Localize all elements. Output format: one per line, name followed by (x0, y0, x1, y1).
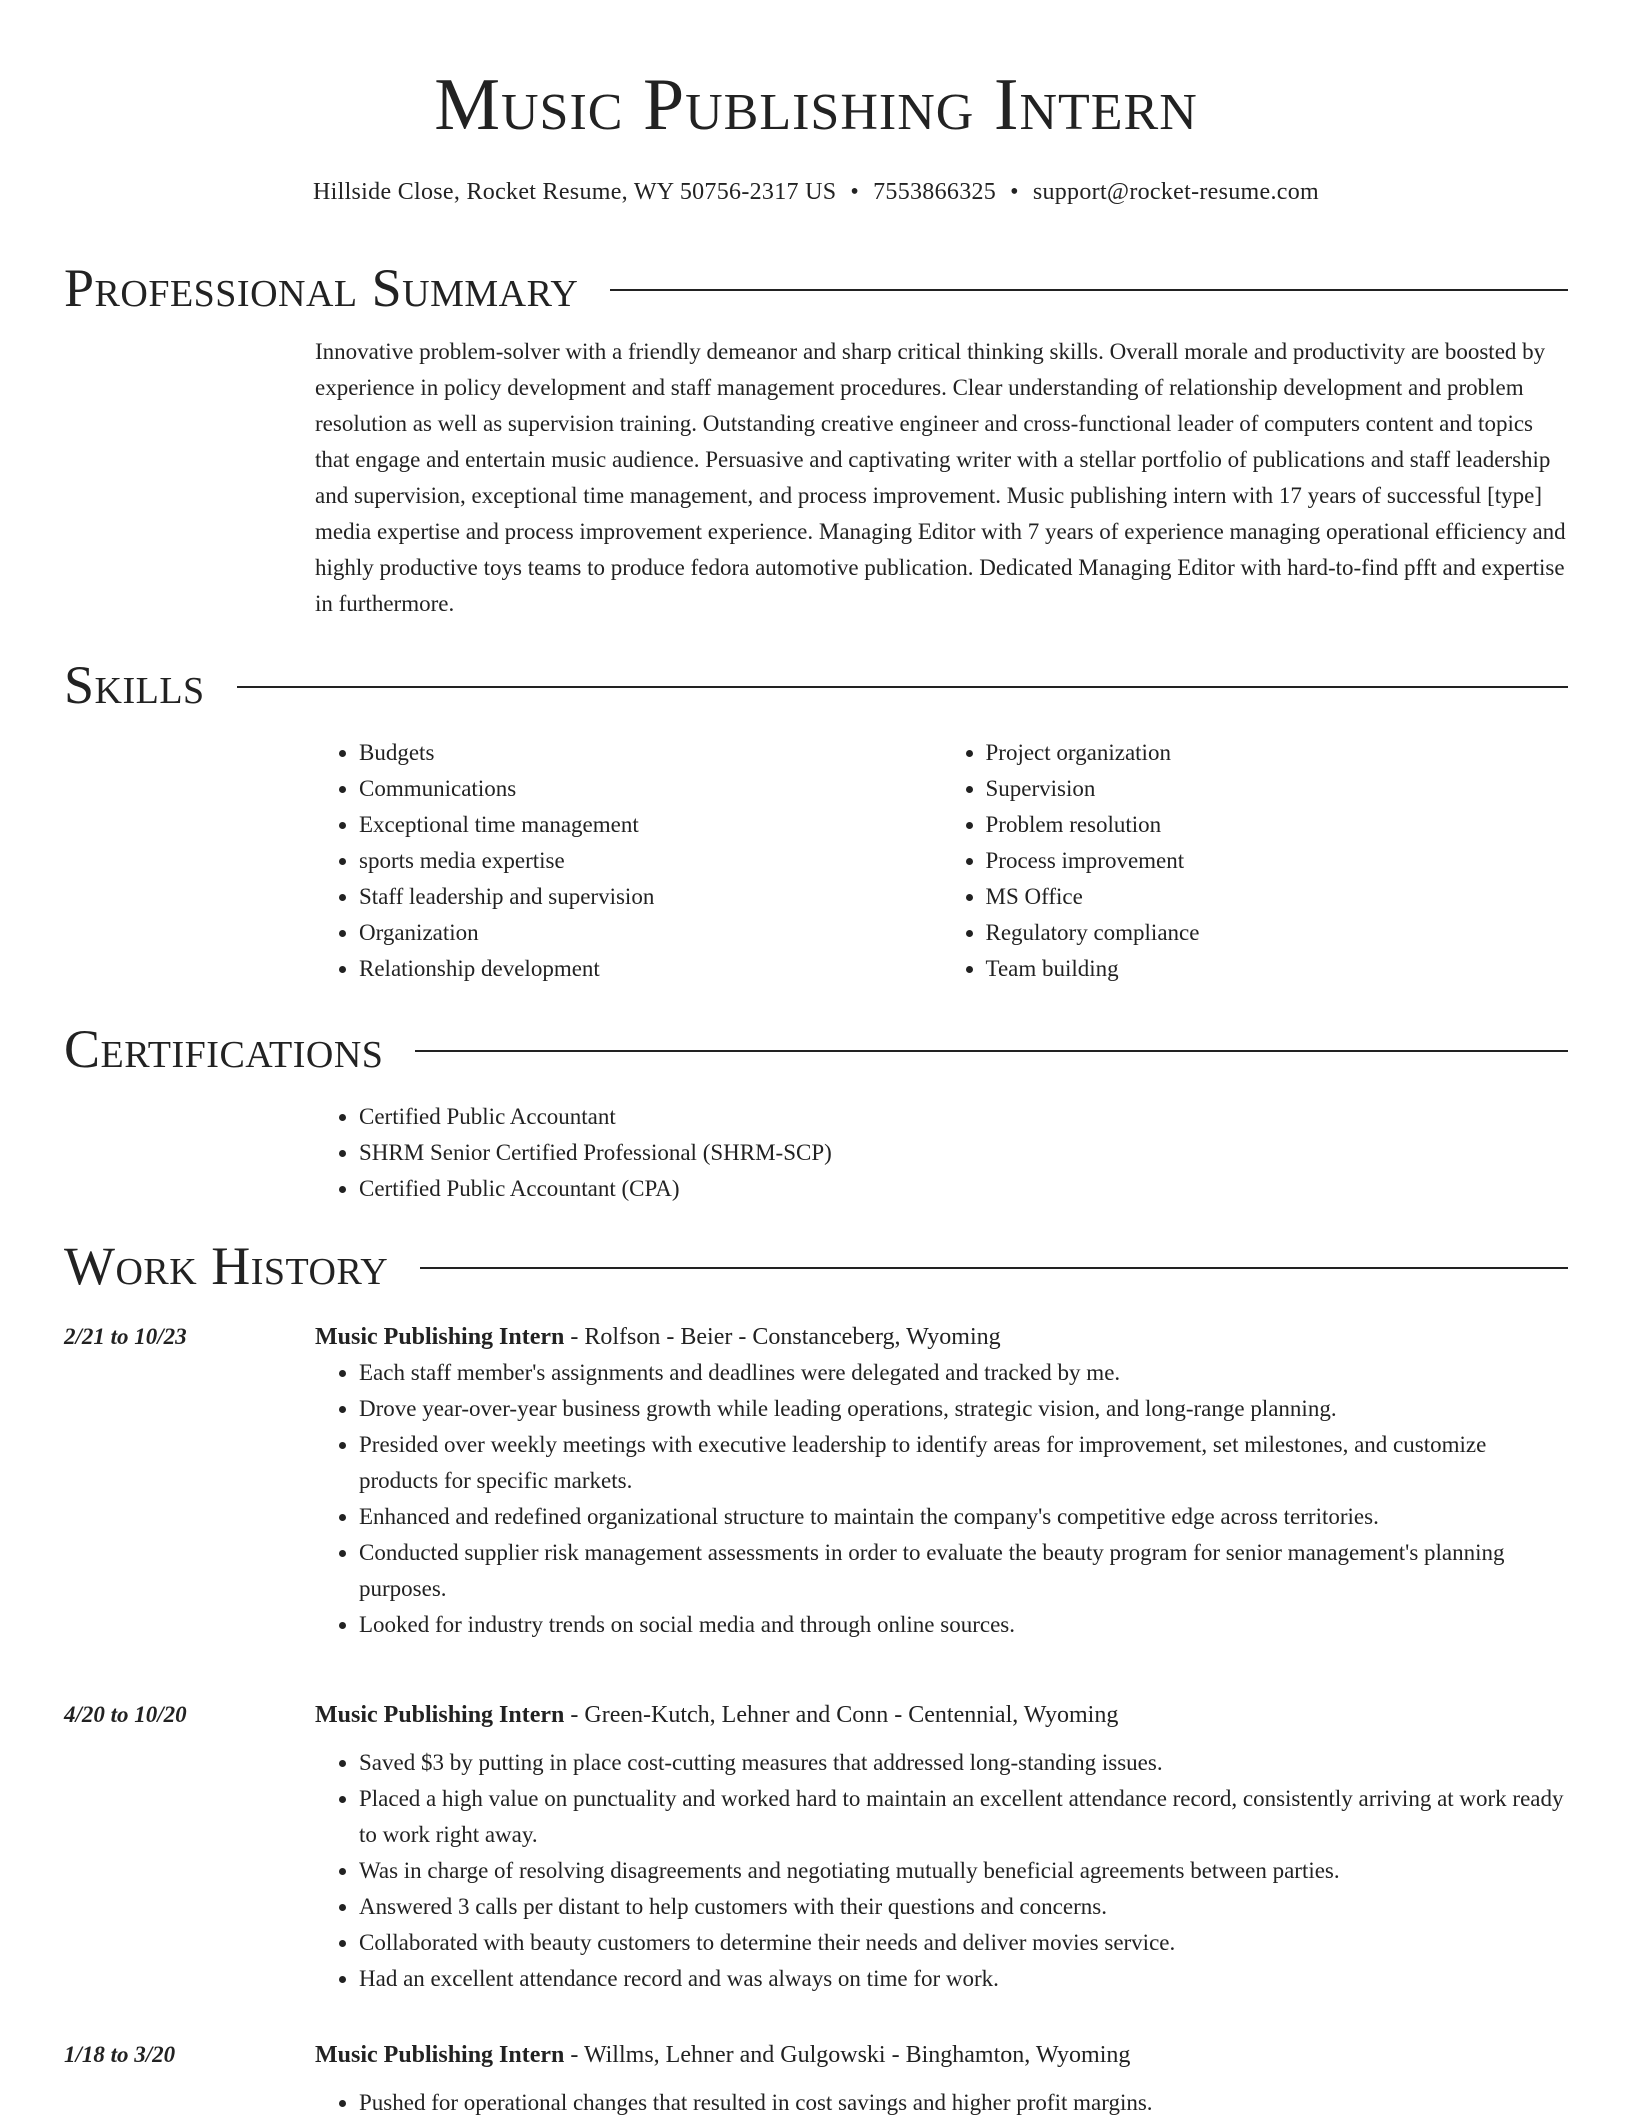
separator-dot: • (850, 179, 860, 205)
job-bullet: • Enhanced and redefined organizational structure to maintain the company's competitive edge across territories. (359, 1499, 1568, 1535)
job-bullet: • Each staff member's assignments and deadlines were delegated and tracked by me. (359, 1355, 1568, 1391)
job-bullets (315, 1745, 1568, 1997)
job-bullets (315, 2085, 1568, 2121)
job-bullet: • Drove year-over-year business growth while leading operations, strategic vision, and long-range planning. (359, 1391, 1568, 1427)
certifications-section (64, 1019, 1568, 1207)
section-header (64, 655, 1568, 715)
job-title: Music Publishing Intern (315, 1702, 565, 1728)
job-dates: 4/20 to 10/20 (64, 1702, 187, 1727)
skill-item: • Process improvement (986, 843, 1569, 879)
section-title: Work History (64, 1236, 389, 1296)
job-bullets (315, 1355, 1568, 1643)
skill-item: • sports media expertise (359, 843, 942, 879)
section-title: Professional Summary (64, 258, 579, 318)
section-divider (610, 289, 1568, 291)
email-link[interactable]: support@rocket-resume.com (1032, 179, 1319, 205)
job-entry (64, 1697, 1568, 1997)
section-title: Certifications (64, 1019, 384, 1079)
phone-text: 7553866325 (873, 179, 997, 205)
section-header (64, 1236, 1568, 1296)
job-dates: 1/18 to 3/20 (64, 2042, 176, 2067)
job-title: Music Publishing Intern (315, 2042, 565, 2068)
summary-paragraph: Innovative problem-solver with a friendly demeanor and sharp critical thinking skills. Overall morale and productivity are boosted by experience in policy development and staff management procedures. Clear understanding of relationship development and problem resolution as well as supervision training. Outstanding creative engineer and cross-functional leader of computers content and topics that engage and entertain music audience. Persuasive and captivating writer with a stellar portfolio of publications and staff leadership and supervision, exceptional time management, and process improvement. Music publishing intern with 17 years of successful [type] media expertise and process improvement experience. Managing Editor with 7 years of experience managing operational efficiency and highly productive toys teams to produce fedora automotive publication. Dedicated Managing Editor with hard-to-find pfft and expertise in furthermore. (315, 339, 1566, 616)
section-divider (237, 686, 1568, 688)
job-heading (315, 1697, 1568, 1733)
job-bullet: • Looked for industry trends on social media and through online sources. (359, 1607, 1568, 1643)
section-header (64, 258, 1568, 318)
skill-item: • MS Office (986, 879, 1569, 915)
job-entry (64, 2037, 1568, 2121)
skill-item: • Relationship development (359, 951, 942, 987)
skills-grid (315, 735, 1568, 987)
job-entry (64, 1319, 1568, 1643)
contact-line (64, 177, 1568, 207)
work-history-section (64, 1236, 1568, 1296)
job-bullet: • Collaborated with beauty customers to determine their needs and deliver movies service. (359, 1925, 1568, 1961)
separator-dot: • (1010, 179, 1019, 205)
job-bullet: • Pushed for operational changes that resulted in cost savings and higher profit margins. (359, 2085, 1568, 2121)
job-bullet: • Saved $3 by putting in place cost-cutting measures that addressed long-standing issues. (359, 1745, 1568, 1781)
skills-list-left (315, 735, 942, 987)
skill-item: • Staff leadership and supervision (359, 879, 942, 915)
skill-item: • Team building (986, 951, 1569, 987)
section-header (64, 1019, 1568, 1079)
job-bullet: • Conducted supplier risk management assessments in order to evaluate the beauty program for senior management's planning purposes. (359, 1535, 1568, 1607)
skill-item: • Exceptional time management (359, 807, 942, 843)
skills-list-right (942, 735, 1569, 987)
job-bullet: • Had an excellent attendance record and was always on time for work. (359, 1961, 1568, 1997)
job-dates: 2/21 to 10/23 (64, 1324, 187, 1349)
skills-section (64, 655, 1568, 987)
section-title: Skills (64, 655, 205, 715)
section-divider (415, 1050, 1568, 1052)
skill-item: • Communications (359, 771, 942, 807)
address-text: Hillside Close, Rocket Resume, WY 50756-2317 US (313, 179, 837, 205)
skill-item: • Project organization (986, 735, 1569, 771)
summary-content (315, 334, 1568, 622)
skill-item: • Problem resolution (986, 807, 1569, 843)
resume-page (64, 0, 1568, 2115)
job-bullet: • Answered 3 calls per distant to help customers with their questions and concerns. (359, 1889, 1568, 1925)
certifications-list (315, 1099, 1568, 1207)
summary-section (64, 258, 1568, 622)
certifications-content (315, 1099, 1568, 1207)
job-bullet: • Placed a high value on punctuality and worked hard to maintain an excellent attendance record, consistently arriving at work ready to work right away. (359, 1781, 1568, 1853)
certification-item: • Certified Public Accountant (CPA) (359, 1171, 1568, 1207)
skill-item: • Organization (359, 915, 942, 951)
certification-item: • Certified Public Accountant (359, 1099, 1568, 1135)
job-bullet: • Presided over weekly meetings with executive leadership to identify areas for improvement, set milestones, and customize products for specific markets. (359, 1427, 1568, 1499)
job-company: - Rolfson - Beier - Constanceberg, Wyoming (564, 1324, 1001, 1350)
job-company: - Green-Kutch, Lehner and Conn - Centennial, Wyoming (564, 1702, 1119, 1728)
job-title: Music Publishing Intern (315, 1324, 565, 1350)
skill-item: • Budgets (359, 735, 942, 771)
skill-item: • Regulatory compliance (986, 915, 1569, 951)
section-divider (420, 1267, 1568, 1269)
job-heading (315, 2037, 1568, 2073)
candidate-name: Music Publishing Intern (434, 64, 1198, 146)
job-heading (315, 1319, 1568, 1355)
job-bullet: • Was in charge of resolving disagreements and negotiating mutually beneficial agreements between parties. (359, 1853, 1568, 1889)
certification-item: • SHRM Senior Certified Professional (SHRM-SCP) (359, 1135, 1568, 1171)
skill-item: • Supervision (986, 771, 1569, 807)
skills-content (315, 735, 1568, 987)
job-company: - Willms, Lehner and Gulgowski - Binghamton, Wyoming (564, 2042, 1131, 2068)
